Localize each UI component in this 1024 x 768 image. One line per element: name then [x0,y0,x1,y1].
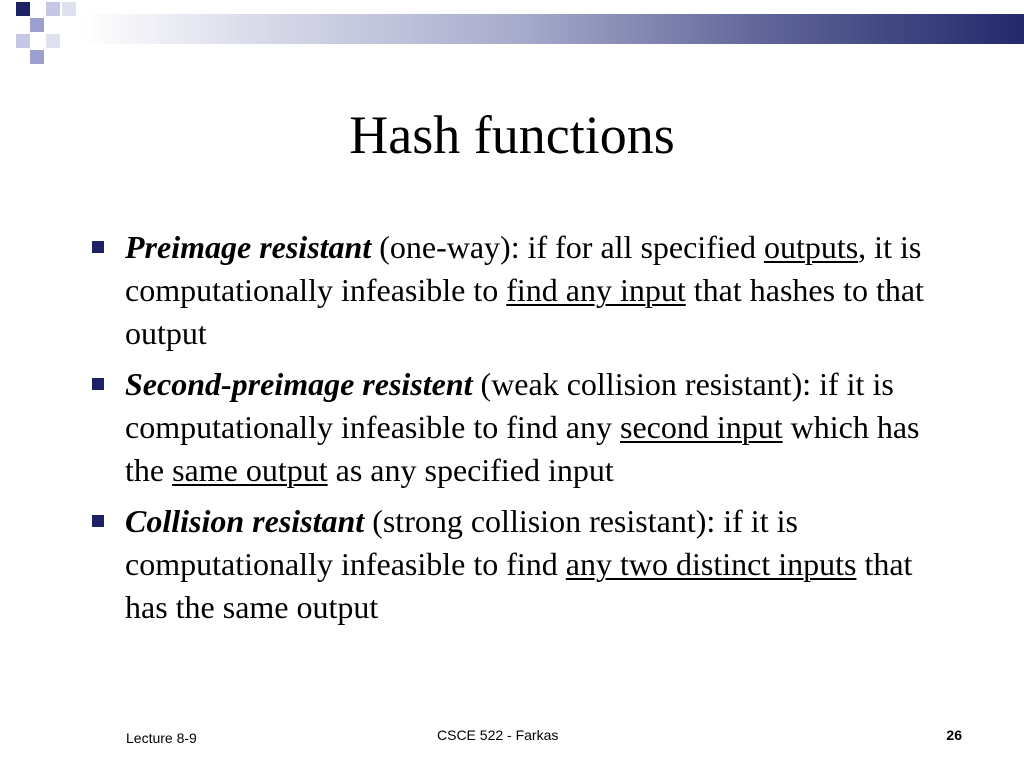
bullet-list [88,226,958,637]
square-decoration [30,50,44,64]
slide-number: 26 [946,727,962,743]
bullet-text: which has the [125,409,920,488]
bullet-item [88,363,958,492]
square-decoration [16,34,30,48]
bullet-term: Second-preimage resistent [125,366,473,402]
underlined-phrase: find any input [506,272,686,308]
square-decoration [46,34,60,48]
bullet-text: that hashes to that output [125,272,924,351]
square-decoration [46,2,60,16]
bullet-text: that has the same output [125,546,913,625]
bullet-text: (one-way): if for all specified [371,229,764,265]
bullet-item [88,226,958,355]
bullet-text: (strong collision resistant): if it is computationally infeasible to find [125,503,798,582]
square-bullet-icon [92,515,104,527]
bullet-text: (weak collision resistant): if it is computationally infeasible to find any [125,366,894,445]
footer-course-label: CSCE 522 - Farkas [437,727,559,743]
square-decoration [16,2,30,16]
bullet-text: as any specified input [327,452,614,488]
underlined-phrase: any two distinct inputs [565,546,857,582]
header-gradient-bar [0,14,1024,44]
underlined-phrase: second input [619,409,783,445]
square-decoration [30,18,44,32]
bullet-text: , it is computationally infeasible to [125,229,922,308]
square-decoration [62,2,76,16]
underlined-phrase: outputs [763,229,859,265]
bullet-term: Preimage resistant [125,229,372,265]
square-bullet-icon [92,241,104,253]
underlined-phrase: same output [172,452,328,488]
square-bullet-icon [92,378,104,390]
slide-title: Hash functions [349,105,675,165]
bullet-item [88,500,958,629]
footer-lecture-label: Lecture 8-9 [126,730,197,746]
bullet-term: Collision resistant [125,503,365,539]
